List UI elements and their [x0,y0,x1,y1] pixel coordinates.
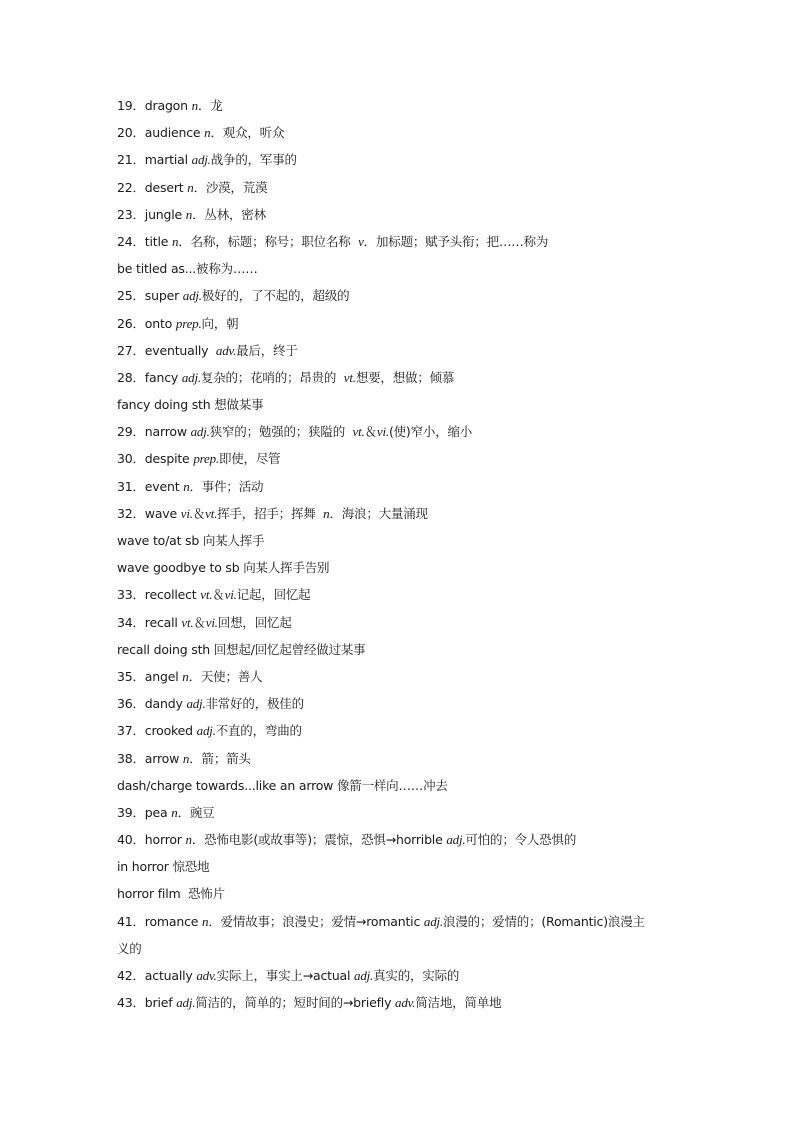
line-text: 19．dragon [117,98,192,113]
part-of-speech: n [182,668,189,684]
vocab-line [117,772,707,799]
line-text: 28．fancy [117,369,182,385]
part-of-speech: vi. [224,587,237,603]
vocab-line [117,826,707,853]
line-text: ．加标题；赋予头衔；把……称为 [363,233,549,249]
part-of-speech: adj. [181,369,201,385]
line-text: 战争的，军事的 [210,152,297,168]
line-text: ．事件；活动 [189,478,264,494]
line-text: in horror 惊恐地 [117,859,210,875]
vocab-line [117,799,707,826]
part-of-speech: prep. [193,451,219,467]
line-text: ．龙 [197,98,223,113]
line-text: ．海浪；大量涌现 [329,505,428,521]
part-of-speech: adv. [395,995,416,1011]
vocab-line [117,636,707,663]
line-text: 25．super [117,288,183,304]
line-text: 29．narrow [117,424,191,440]
line-text: 简洁的，简单的；短时间的→briefly [195,995,396,1011]
vocab-line [117,581,707,608]
line-text: 狭窄的；勉强的；狭隘的 [209,424,353,440]
part-of-speech: vt. [343,369,356,385]
line-text: 42．actually [117,968,197,983]
part-of-speech: adj. [190,424,210,440]
vocab-line [117,935,707,962]
line-text: be titled as...被称为…… [117,261,258,277]
part-of-speech: adv. [196,968,217,983]
part-of-speech: n [171,804,178,820]
vocab-line [117,989,707,1016]
line-text: ．观众，听众 [210,125,285,141]
line-text: ＆ [212,587,225,603]
part-of-speech: adj. [191,152,211,168]
line-text: 33．recollect [117,587,201,603]
line-text: ．豌豆 [177,804,215,820]
line-text: 极好的，了不起的，超级的 [201,288,350,304]
line-text: 22．desert [117,179,188,195]
vocab-line [117,500,707,527]
vocab-line [117,717,707,744]
line-text: ．沙漠，荒漠 [193,179,268,195]
line-text: 实际上，事实上→actual [216,968,355,983]
line-text: 38．arrow [117,750,183,766]
line-text: ．爱情故事；浪漫史；爱情→romantic [208,913,424,929]
part-of-speech: n [323,505,330,521]
part-of-speech: n [191,98,198,113]
line-text: ．名称，标题；称号；职位名称 [178,233,359,249]
line-text: 记起，回忆起 [236,587,311,603]
line-text: 41．romance [117,913,203,929]
part-of-speech: vi. [180,505,193,521]
vocab-line [117,690,707,717]
part-of-speech: vt. [205,505,218,521]
vocab-line [117,745,707,772]
line-text: 34．recall [117,614,182,630]
line-text: ＆ [192,505,206,521]
part-of-speech: n [172,233,179,249]
line-text: ．箭；箭头 [189,750,251,766]
vocab-line [117,282,707,309]
line-text: 26．onto [117,315,176,331]
part-of-speech: n [187,179,194,195]
vocab-line [117,663,707,690]
vocab-line [117,962,707,989]
line-text: ＆ [364,424,377,440]
line-text: 回想，回忆起 [217,614,292,630]
vocab-line [117,364,707,391]
vocab-line [117,554,707,581]
part-of-speech: n [185,832,192,848]
vocab-line [117,391,707,418]
vocab-line [117,201,707,228]
vocab-line [117,146,707,173]
line-text: dash/charge towards...like an arrow 像箭一样向……冲去 [117,777,448,793]
part-of-speech: adj. [196,723,216,739]
part-of-speech: vi. [376,424,389,440]
vocab-line [117,92,707,119]
part-of-speech: adj. [182,288,202,304]
line-text: 20．audience [117,125,205,141]
part-of-speech: vt. [352,424,365,440]
line-text: 向，朝 [201,315,239,331]
part-of-speech: vt. [181,614,194,630]
vocab-line [117,880,707,907]
part-of-speech: adj. [354,968,374,983]
line-text: 即使，尽管 [218,451,281,467]
line-text: 浪漫的；爱情的；(Romantic)浪漫主 [442,913,645,929]
vocab-line [117,445,707,472]
vocab-line [117,119,707,146]
vocab-line [117,908,707,935]
line-text: fancy doing sth 想做某事 [117,397,264,413]
part-of-speech: adv. [215,342,237,358]
vocab-line [117,527,707,554]
line-text: 43．brief [117,995,177,1011]
line-text: 39．pea [117,804,172,820]
part-of-speech: n [182,750,190,766]
line-text: 想要，想做；倾慕 [355,369,455,385]
line-text: 真实的，实际的 [373,968,460,983]
line-text: 挥手，招手；挥舞 [217,505,324,521]
part-of-speech: vt. [200,587,213,603]
line-text: 非常好的，极佳的 [205,696,304,712]
part-of-speech: n [202,913,209,929]
vocab-line [117,853,707,880]
part-of-speech: n [204,125,211,141]
line-text: wave goodbye to sb 向某人挥手告别 [117,560,330,576]
part-of-speech: v [358,233,364,249]
part-of-speech: prep. [175,315,202,331]
line-text: (使)窄小，缩小 [388,424,473,440]
vocab-line [117,337,707,364]
vocab-line [117,473,707,500]
line-text: 不直的，弯曲的 [215,723,302,739]
line-text: 21．martial [117,152,192,168]
part-of-speech: adj. [186,696,206,712]
line-text: recall doing sth 回想起/回忆起曾经做过某事 [117,641,366,657]
line-text: 40．horror [117,832,186,848]
line-text: 复杂的；花哨的；昂贵的 [200,369,344,385]
vocab-line [117,609,707,636]
vocab-line [117,228,707,255]
line-text: ．丛林，密林 [192,206,266,222]
line-text: 27．eventually [117,342,216,358]
line-text: ＆ [193,614,206,630]
line-text: 简洁地，简单地 [415,995,502,1011]
line-text: wave to/at sb 向某人挥手 [117,533,265,548]
vocab-line [117,174,707,201]
line-text: 32．wave [117,505,181,521]
line-text: ．恐怖电影(或故事等)；震惊，恐惧→horrible [191,832,447,848]
line-text: 24．title [117,233,173,249]
part-of-speech: n [183,478,190,494]
line-text: 37．crooked [117,723,197,739]
part-of-speech: n [185,206,193,222]
part-of-speech: adj. [176,995,196,1011]
line-text: 义的 [117,940,142,956]
part-of-speech: adj. [423,913,443,929]
line-text: ．天使；善人 [188,668,263,684]
line-text: 36．dandy [117,696,187,712]
line-text: 最后，终于 [236,342,298,358]
vocab-line [117,255,707,282]
line-text: 可怕的；令人恐惧的 [465,832,577,848]
line-text: 30．despite [117,451,194,467]
line-text: 23．jungle [117,206,186,222]
line-text: 35．angel [117,668,183,684]
part-of-speech: adj. [446,832,466,848]
line-text: 31．event [117,478,184,494]
vocab-line [117,310,707,337]
part-of-speech: vi. [205,614,218,630]
line-text: horror film 恐怖片 [117,886,225,902]
vocabulary-list [117,92,707,1016]
vocab-line [117,418,707,445]
